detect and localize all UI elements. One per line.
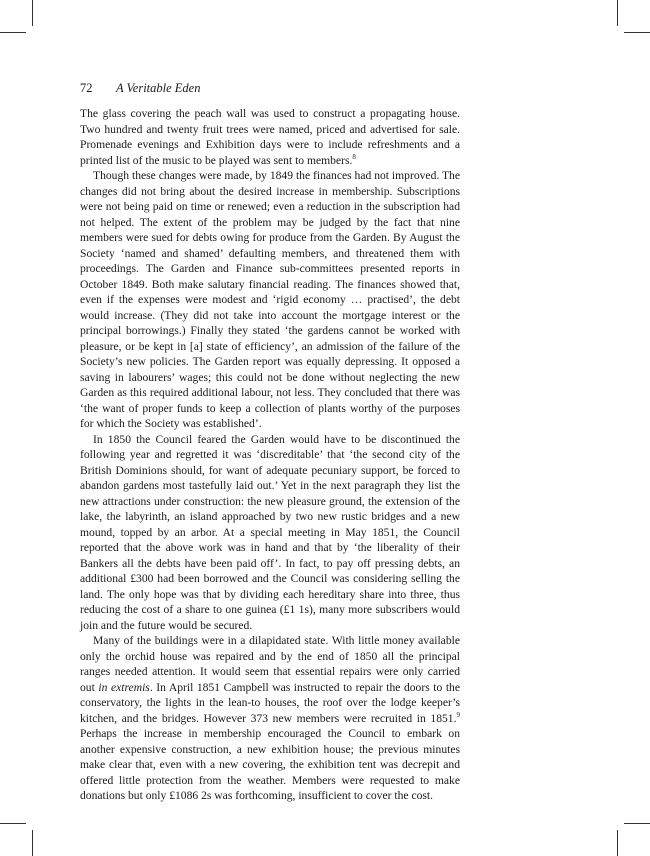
footnote-ref: 8 [352, 152, 356, 161]
body-text [80, 106, 460, 804]
paragraph-text: Though these changes were made, by 1849 the finances had not improved. The changes did not bring about the desired increase in membership. Subscriptions were not being paid on time or renewed; even a reduction in the subscription had not helped. The extent of the problem may be judged by the fact that nine members were sued for debts owing for produce from the Garden. By August the Society ‘named and shamed’ defaulting members, and threatened them with proceedings. The Garden and Finance sub-committees presented reports in October 1849. Both make salutary financial reading. The finances showed that, even if the expenses were modest and ‘rigid economy … practised’, the debt would increase. (They did not take into account the mortgage interest or the principal borrowings.) Finally they stated ‘the gardens cannot be worked with pleasure, or be kept in [a] state of efficiency’, an admission of the failure of the Society’s new policies. The Garden report was equally depressing. It opposed a saving in labourers’ wages; this could not be done without neglecting the new Garden as this required additional labour, not less. They concluded that there was ‘the want of proper funds to keep a collection of plants worthy of the purposes for which the Society was established’. [80, 169, 460, 430]
paragraph-text: Perhaps the increase in membership encouraged the Council to embark on another expensive construction, a new exhibition house; the previous minutes make clear that, even with a new covering, the exhibition tent was decrepit and offered little protection from the weather. Members were requested to make donations but only £1086 2s was forthcoming, insufficient to cover the cost. [80, 727, 460, 802]
paragraph-text: In 1850 the Council feared the Garden would have to be discontinued the following year and regretted it was ‘discreditable’ that ‘the second city of the British Dominions should, for want of adequate pecuniary support, be forced to abandon gardens most tastefully laid out.’ Yet in the next paragraph they list the new attractions under construction: the new pleasure ground, the extension of the lake, the labyrinth, an island approached by two new rustic bridges and a new mound, topped by an arbor. At a special meeting in May 1851, the Council reported that the above work was in hand and that by ‘the liberality of their Bankers all the debts have been paid off’. In fact, to pay off pressing debts, an additional £300 had been borrowed and the Council was considering selling the land. The only hope was that by dividing each hereditary share into three, thus reducing the cost of a share to one guinea (£1 1s), many more subscribers would join and the future would be secured. [80, 432, 460, 632]
crop-mark [617, 830, 618, 856]
paragraph-text: . In April 1851 Campbell was instructed to repair the doors to the conservatory, the lights in the lean-to houses, the roof over the lodge keeper’s kitchen, and the bridges. However 373 new members were recruited in 1851. [80, 680, 461, 725]
paragraph [80, 633, 460, 804]
crop-mark [624, 32, 650, 33]
page-number: 72 [80, 81, 93, 95]
crop-mark [0, 32, 26, 33]
paragraph [80, 168, 460, 432]
crop-mark [32, 830, 33, 856]
crop-mark [0, 823, 26, 824]
paragraph [80, 106, 460, 168]
running-header [80, 80, 200, 96]
running-title: A Veritable Eden [116, 81, 201, 95]
paragraph [80, 432, 460, 634]
italic-phrase: in extremis [98, 680, 150, 694]
crop-mark [32, 0, 33, 26]
paragraph-text: Many of the buildings were in a dilapidated state. With little money available only the orchid house was repaired and by the end of 1850 all the principal ranges needed attention. It would seem that essential repairs were only carried out [80, 634, 460, 694]
crop-mark [624, 823, 650, 824]
crop-mark [617, 0, 618, 26]
footnote-ref: 9 [456, 710, 460, 719]
paragraph-text: The glass covering the peach wall was used to construct a propagating house. Two hundred and twenty fruit trees were named, priced and advertised for sale. Promenade evenings and Exhibition days were to include refreshments and a printed list of the music to be played was sent to members. [80, 107, 460, 167]
